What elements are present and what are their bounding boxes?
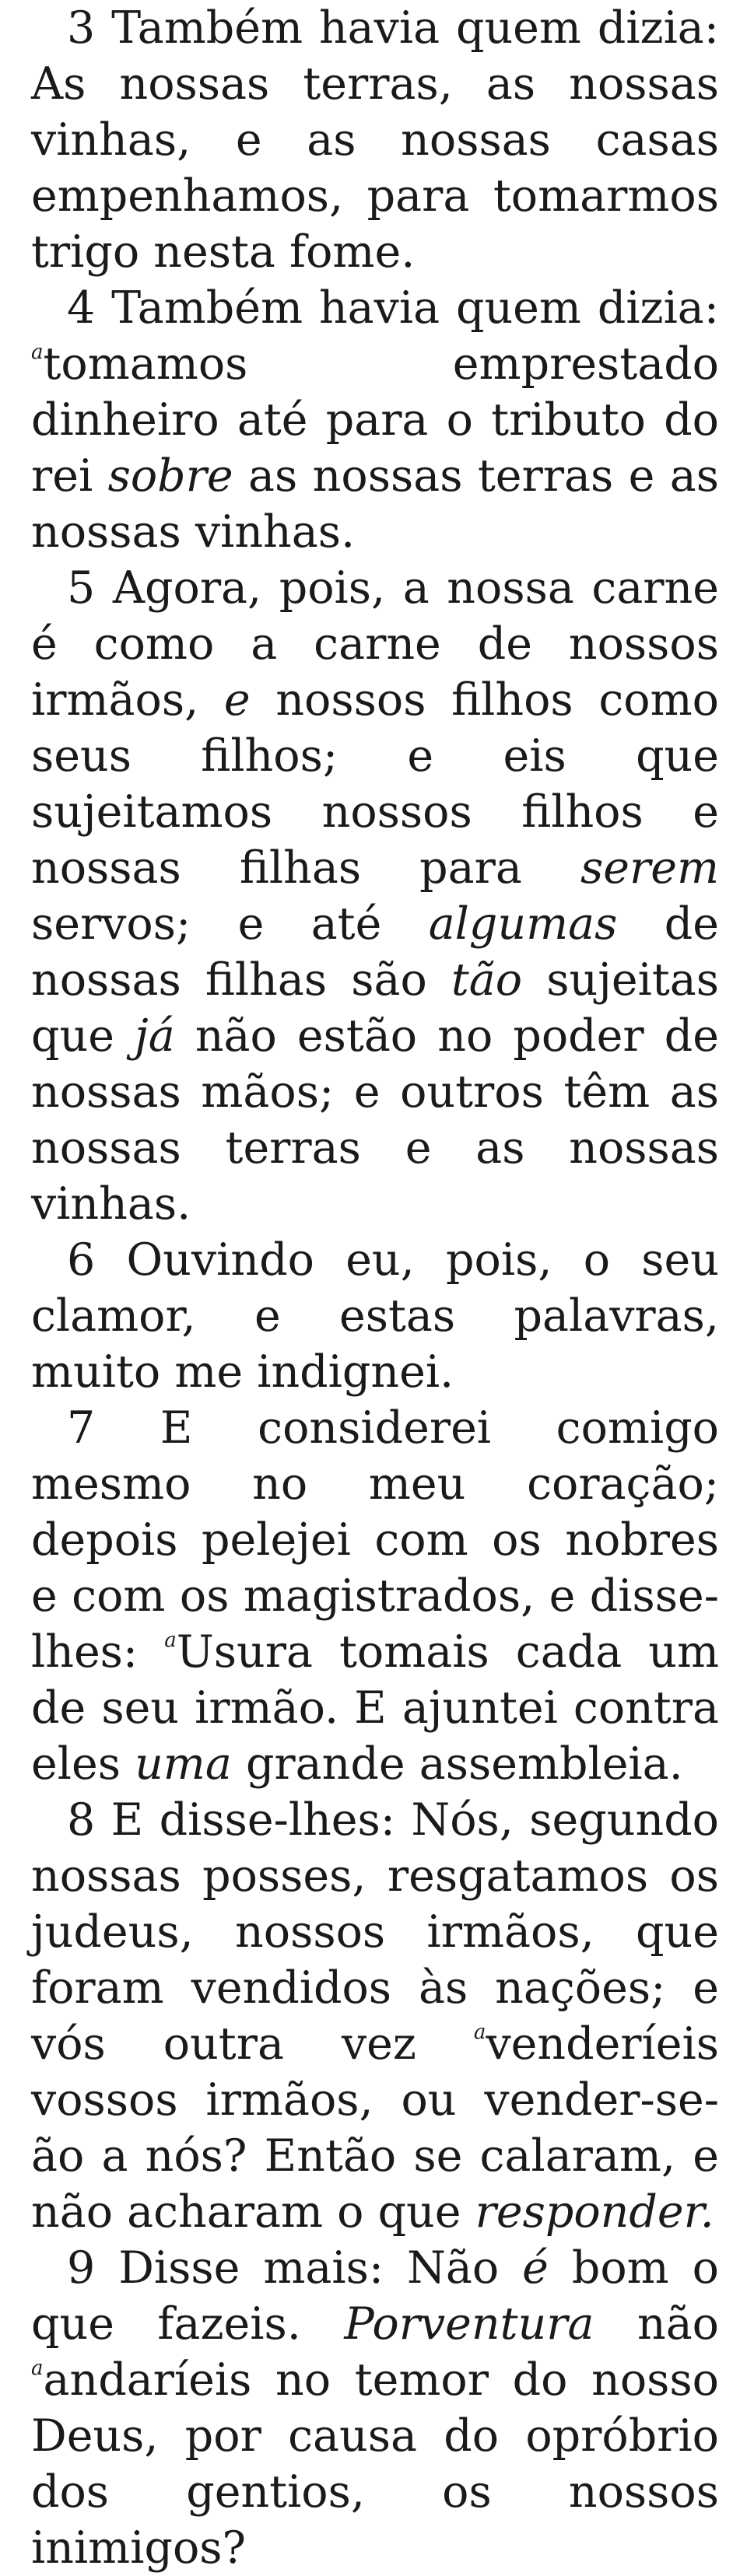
verse-8 [31,1792,719,2240]
italic-text: é [522,2242,549,2294]
italic-text: serem [580,842,719,894]
italic-text: uma [135,1738,232,1790]
verse-text: não [594,2298,719,2350]
verse-text: 4 Também havia quem dizia: [67,282,719,334]
verse-text: Usura tomais cada um de seu irmão. E ajuntei contra eles [31,1626,720,1790]
verse-text: 8 E disse-lhes: Nós, segundo nossas posses, resgatamos os judeus, nossos irmãos, que foram vendidos às nações; e vós outra vez [31,1794,719,2070]
verse-text: de nossas filhas são [31,898,720,1006]
scripture-page [31,0,719,2576]
verse-text: andaríeis no temor do nosso Deus, por causa do opróbrio dos gentios, os nossos inimigos? [31,2354,719,2574]
verse-text: não estão no poder de nossas mãos; e outros têm as nossas terras e as nossas vinhas. [31,1010,719,1230]
italic-text: Porventura [344,2298,594,2350]
verse-4 [31,280,719,560]
verse-text: servos; e até [31,898,429,950]
cross-reference-marker: a [164,1629,177,1652]
italic-text: já [135,1010,175,1062]
verse-text: nossos filhos como seus filhos; e eis que sujeitamos nossos filhos e nossas filhas para [31,674,719,894]
verse-text: grande assembleia. [231,1738,683,1790]
verse-text: 5 Agora, pois, a nossa carne é como a carne de nossos irmãos, [31,562,719,726]
verse-9 [31,2240,719,2576]
verse-text: bom o que fazeis. [31,2242,719,2350]
verse-text: 3 Também havia quem dizia: As nossas terras, as nossas vinhas, e as nossas casas empenhamos, para tomarmos trigo nesta fome. [31,2,719,278]
verse-text: venderíeis vossos irmãos, ou vender-se-ão a nós? Então se calaram, e não acharam o que [31,2018,719,2238]
verse-text: sujeitas que [31,954,719,1062]
italic-text: sobre [107,450,233,502]
verse-text: as nossas terras e as nossas vinhas. [31,450,719,558]
italic-text: algumas [428,898,618,950]
verse-text: 9 Disse mais: Não [67,2242,523,2294]
cross-reference-marker: a [31,341,44,364]
cross-reference-marker: a [473,2021,486,2044]
verse-7 [31,1400,719,1792]
italic-text: e [223,674,251,726]
verse-text: tomamos emprestado dinheiro até para o tributo do rei [31,338,719,502]
verse-text: 6 Ouvindo eu, pois, o seu clamor, e estas palavras, muito me indignei. [31,1234,719,1398]
verse-5 [31,560,719,1232]
verse-text: 7 E considerei comigo mesmo no meu coração; depois pelejei com os nobres e com os magistrados, e disse-lhes: [31,1402,719,1678]
verse-6 [31,1232,719,1400]
cross-reference-marker: a [31,2357,44,2380]
verse-3 [31,0,719,280]
italic-text: responder. [475,2186,714,2238]
italic-text: tão [451,954,523,1006]
